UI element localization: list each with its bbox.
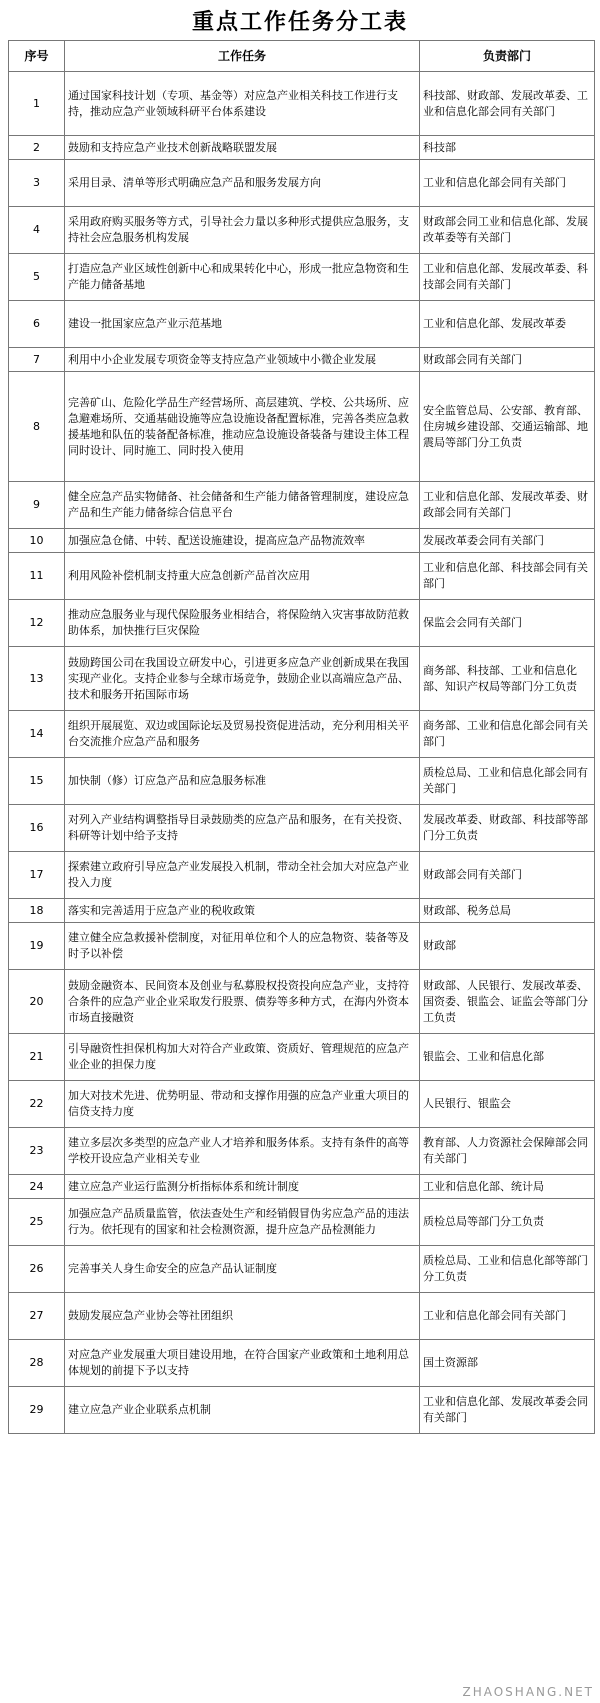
- row-number: 14: [9, 711, 65, 758]
- row-number: 17: [9, 852, 65, 899]
- row-task: 完善事关人身生命安全的应急产品认证制度: [65, 1246, 420, 1293]
- row-task: 鼓励跨国公司在我国设立研发中心，引进更多应急产业创新成果在我国实现产业化。支持企业参与全球市场竞争，鼓励企业以高端应急产品、技术和服务开拓国际市场: [65, 647, 420, 711]
- row-dept: 工业和信息化部、发展改革委、财政部会同有关部门: [420, 482, 595, 529]
- row-number: 5: [9, 254, 65, 301]
- table-row: [9, 301, 595, 348]
- table-row: [9, 1081, 595, 1128]
- row-number: 7: [9, 348, 65, 372]
- table-row: [9, 1293, 595, 1340]
- row-task: 建立多层次多类型的应急产业人才培养和服务体系。支持有条件的高等学校开设应急产业相关专业: [65, 1128, 420, 1175]
- row-task: 采用目录、清单等形式明确应急产品和服务发展方向: [65, 160, 420, 207]
- header-seq: 序号: [9, 41, 65, 72]
- row-dept: 国土资源部: [420, 1340, 595, 1387]
- row-number: 2: [9, 136, 65, 160]
- page-title: 重点工作任务分工表: [191, 9, 408, 35]
- row-dept: 人民银行、银监会: [420, 1081, 595, 1128]
- header-task: 工作任务: [65, 41, 420, 72]
- row-task: 利用风险补偿机制支持重大应急创新产品首次应用: [65, 553, 420, 600]
- table-row: [9, 852, 595, 899]
- table-row: [9, 136, 595, 160]
- table-row: [9, 348, 595, 372]
- row-task: 建立健全应急救援补偿制度，对征用单位和个人的应急物资、装备等及时予以补偿: [65, 923, 420, 970]
- row-number: 12: [9, 600, 65, 647]
- table-row: [9, 970, 595, 1034]
- row-number: 18: [9, 899, 65, 923]
- row-task: 建立应急产业企业联系点机制: [65, 1387, 420, 1434]
- row-task: 利用中小企业发展专项资金等支持应急产业领域中小微企业发展: [65, 348, 420, 372]
- row-task: 推动应急服务业与现代保险服务业相结合，将保险纳入灾害事故防范救助体系，加快推行巨灾保险: [65, 600, 420, 647]
- table-row: [9, 1340, 595, 1387]
- row-task: 健全应急产品实物储备、社会储备和生产能力储备管理制度，建设应急产品和生产能力储备综合信息平台: [65, 482, 420, 529]
- row-task: 建设一批国家应急产业示范基地: [65, 301, 420, 348]
- row-dept: 财政部、人民银行、发展改革委、国资委、银监会、证监会等部门分工负责: [420, 970, 595, 1034]
- row-dept: 银监会、工业和信息化部: [420, 1034, 595, 1081]
- table-row: [9, 899, 595, 923]
- row-dept: 财政部会同工业和信息化部、发展改革委等有关部门: [420, 207, 595, 254]
- row-number: 24: [9, 1175, 65, 1199]
- row-task: 组织开展展览、双边或国际论坛及贸易投资促进活动，充分利用相关平台交流推介应急产品和服务: [65, 711, 420, 758]
- row-task: 采用政府购买服务等方式，引导社会力量以多种形式提供应急服务，支持社会应急服务机构发展: [65, 207, 420, 254]
- row-number: 15: [9, 758, 65, 805]
- row-dept: 财政部会同有关部门: [420, 348, 595, 372]
- table-row: [9, 254, 595, 301]
- row-task: 探索建立政府引导应急产业发展投入机制，带动全社会加大对应急产业投入力度: [65, 852, 420, 899]
- row-dept: 科技部: [420, 136, 595, 160]
- row-dept: 质检总局等部门分工负责: [420, 1199, 595, 1246]
- row-number: 8: [9, 372, 65, 482]
- table-row: [9, 553, 595, 600]
- row-dept: 质检总局、工业和信息化部等部门分工负责: [420, 1246, 595, 1293]
- row-number: 25: [9, 1199, 65, 1246]
- table-row: [9, 758, 595, 805]
- row-dept: 发展改革委会同有关部门: [420, 529, 595, 553]
- row-dept: 教育部、人力资源社会保障部会同有关部门: [420, 1128, 595, 1175]
- table-row: [9, 1246, 595, 1293]
- row-number: 23: [9, 1128, 65, 1175]
- table-row: [9, 160, 595, 207]
- table-row: [9, 1128, 595, 1175]
- row-task: 对列入产业结构调整指导目录鼓励类的应急产品和服务，在有关投资、科研等计划中给予支持: [65, 805, 420, 852]
- table-row: [9, 711, 595, 758]
- row-number: 19: [9, 923, 65, 970]
- row-number: 9: [9, 482, 65, 529]
- row-number: 27: [9, 1293, 65, 1340]
- row-dept: 工业和信息化部会同有关部门: [420, 1293, 595, 1340]
- row-number: 28: [9, 1340, 65, 1387]
- table-row: [9, 482, 595, 529]
- table-row: [9, 529, 595, 553]
- table-row: [9, 647, 595, 711]
- row-dept: 工业和信息化部、发展改革委: [420, 301, 595, 348]
- row-number: 13: [9, 647, 65, 711]
- table-row: [9, 1199, 595, 1246]
- row-dept: 工业和信息化部会同有关部门: [420, 160, 595, 207]
- row-task: 加强应急产品质量监管，依法查处生产和经销假冒伪劣应急产品的违法行为。依托现有的国家和社会检测资源，提升应急产品检测能力: [65, 1199, 420, 1246]
- row-number: 20: [9, 970, 65, 1034]
- row-dept: 商务部、工业和信息化部会同有关部门: [420, 711, 595, 758]
- row-dept: 安全监管总局、公安部、教育部、住房城乡建设部、交通运输部、地震局等部门分工负责: [420, 372, 595, 482]
- row-dept: 财政部、税务总局: [420, 899, 595, 923]
- row-task: 加强应急仓储、中转、配送设施建设，提高应急产品物流效率: [65, 529, 420, 553]
- row-task: 通过国家科技计划（专项、基金等）对应急产业相关科技工作进行支持，推动应急产业领域科研平台体系建设: [65, 72, 420, 136]
- row-dept: 工业和信息化部、发展改革委、科技部会同有关部门: [420, 254, 595, 301]
- table-row: [9, 600, 595, 647]
- row-number: 29: [9, 1387, 65, 1434]
- table-row: [9, 805, 595, 852]
- row-dept: 财政部: [420, 923, 595, 970]
- row-dept: 工业和信息化部、统计局: [420, 1175, 595, 1199]
- row-dept: 商务部、科技部、工业和信息化部、知识产权局等部门分工负责: [420, 647, 595, 711]
- row-dept: 发展改革委、财政部、科技部等部门分工负责: [420, 805, 595, 852]
- row-task: 鼓励发展应急产业协会等社团组织: [65, 1293, 420, 1340]
- row-number: 26: [9, 1246, 65, 1293]
- row-number: 6: [9, 301, 65, 348]
- watermark: ZHAOSHANG.NET: [462, 1685, 594, 1699]
- task-table: [8, 40, 595, 1434]
- row-task: 加大对技术先进、优势明显、带动和支撑作用强的应急产业重大项目的信贷支持力度: [65, 1081, 420, 1128]
- table-row: [9, 207, 595, 254]
- row-number: 1: [9, 72, 65, 136]
- row-dept: 工业和信息化部、科技部会同有关部门: [420, 553, 595, 600]
- table-header-row: [9, 41, 595, 72]
- table-row: [9, 923, 595, 970]
- row-dept: 保监会会同有关部门: [420, 600, 595, 647]
- table-row: [9, 372, 595, 482]
- row-dept: 质检总局、工业和信息化部会同有关部门: [420, 758, 595, 805]
- table-row: [9, 1034, 595, 1081]
- row-number: 10: [9, 529, 65, 553]
- row-task: 引导融资性担保机构加大对符合产业政策、资质好、管理规范的应急产业企业的担保力度: [65, 1034, 420, 1081]
- row-dept: 科技部、财政部、发展改革委、工业和信息化部会同有关部门: [420, 72, 595, 136]
- row-number: 22: [9, 1081, 65, 1128]
- row-dept: 工业和信息化部、发展改革委会同有关部门: [420, 1387, 595, 1434]
- row-task: 加快制（修）订应急产品和应急服务标准: [65, 758, 420, 805]
- table-row: [9, 72, 595, 136]
- row-number: 4: [9, 207, 65, 254]
- row-number: 11: [9, 553, 65, 600]
- row-task: 完善矿山、危险化学品生产经营场所、高层建筑、学校、公共场所、应急避难场所、交通基础设施等应急设施设备配置标准，完善各类应急救援基地和队伍的装备配备标准，推动应急设施设备装备与建设主体工程同时设计、同时施工、同时投入使用: [65, 372, 420, 482]
- row-task: 对应急产业发展重大项目建设用地，在符合国家产业政策和土地利用总体规划的前提下予以支持: [65, 1340, 420, 1387]
- table-row: [9, 1175, 595, 1199]
- header-dept: 负责部门: [420, 41, 595, 72]
- row-number: 3: [9, 160, 65, 207]
- row-dept: 财政部会同有关部门: [420, 852, 595, 899]
- row-task: 落实和完善适用于应急产业的税收政策: [65, 899, 420, 923]
- row-task: 建立应急产业运行监测分析指标体系和统计制度: [65, 1175, 420, 1199]
- row-number: 16: [9, 805, 65, 852]
- row-task: 鼓励和支持应急产业技术创新战略联盟发展: [65, 136, 420, 160]
- row-task: 鼓励金融资本、民间资本及创业与私募股权投资投向应急产业，支持符合条件的应急产业企业采取发行股票、债券等多种方式，在海内外资本市场直接融资: [65, 970, 420, 1034]
- row-number: 21: [9, 1034, 65, 1081]
- table-row: [9, 1387, 595, 1434]
- row-task: 打造应急产业区域性创新中心和成果转化中心，形成一批应急物资和生产能力储备基地: [65, 254, 420, 301]
